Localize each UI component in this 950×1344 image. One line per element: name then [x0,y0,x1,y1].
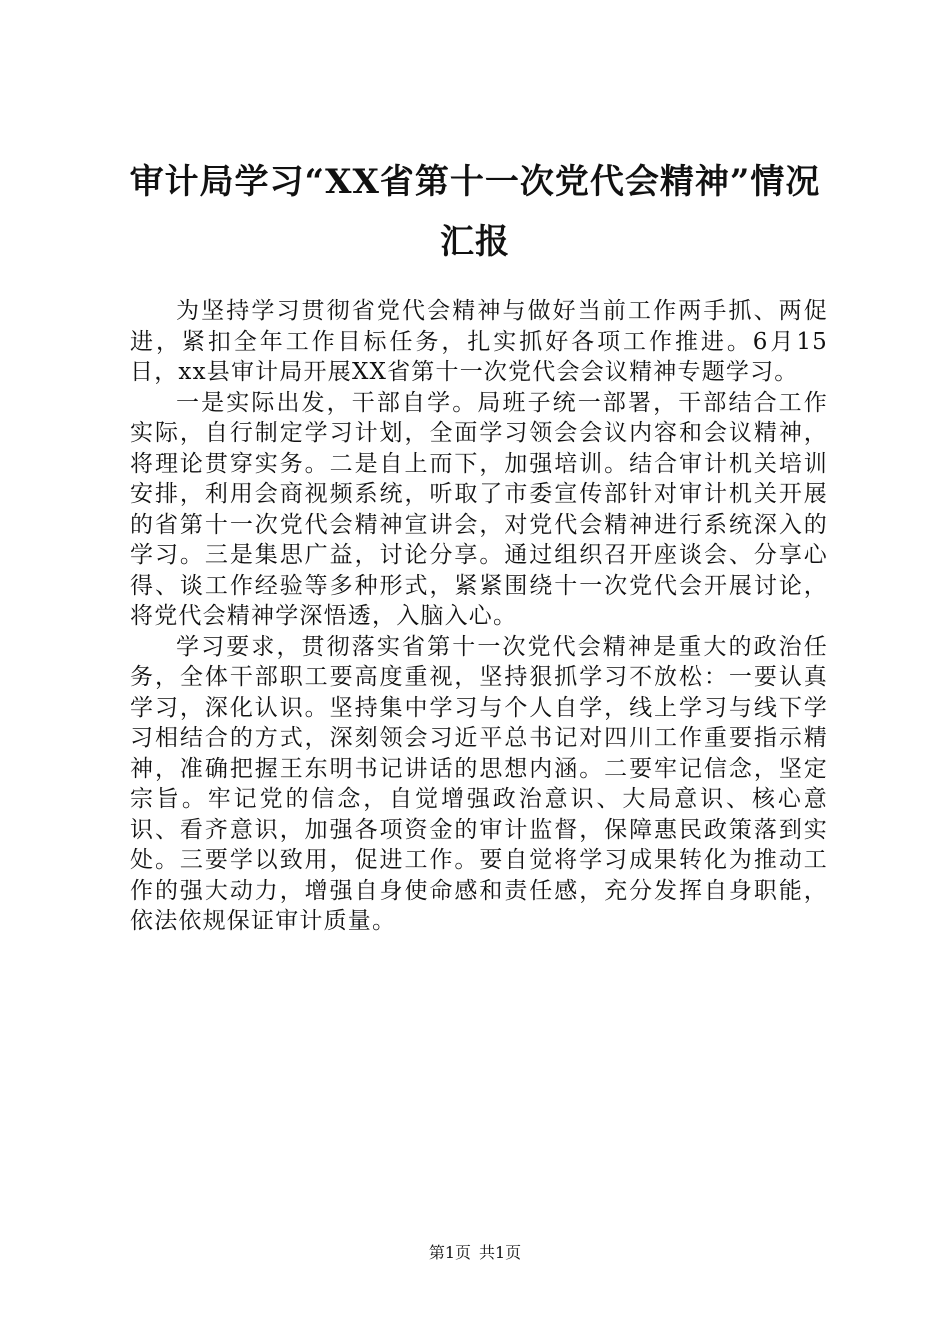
document-body [130,296,828,937]
document-title: 审计局学习“XX省第十一次党代会精神”情况汇报 [129,162,821,262]
paragraph-measures: 一是实际出发，干部自学。局班子统一部署，干部结合工作实际，自行制定学习计划，全面学习领会会议内容和会议精神，将理论贯穿实务。二是自上而下，加强培训。结合审计机关培训安排，利用会商视频系统，听取了市委宣传部针对审计机关开展的省第十一次党代会精神宣讲会，对党代会精神进行系统深入的学习。三是集思广益，讨论分享。通过组织召开座谈会、分享心得、谈工作经验等多种形式，紧紧围绕十一次党代会开展讨论，将党代会精神学深悟透，入脑入心。 [130,389,828,629]
page-number: 第1页 [428,1243,471,1262]
page-total: 共1页 [479,1243,522,1262]
paragraph-intro: 为坚持学习贯彻省党代会精神与做好当前工作两手抓、两促进，紧扣全年工作目标任务，扎实抓好各项工作推进。6月15日，xx县审计局开展XX省第十一次党代会会议精神专题学习。 [130,298,828,385]
paragraph-requirements: 学习要求，贯彻落实省第十一次党代会精神是重大的政治任务，全体干部职工要高度重视，坚持狠抓学习不放松：一要认真学习，深化认识。坚持集中学习与个人自学，线上学习与线下学习相结合的方式，深刻领会习近平总书记对四川工作重要指示精神，准确把握王东明书记讲话的思想内涵。二要牢记信念，坚定宗旨。牢记党的信念，自觉增强政治意识、大局意识、核心意识、看齐意识，加强各项资金的审计监督，保障惠民政策落到实处。三要学以致用，促进工作。要自觉将学习成果转化为推动工作的强大动力，增强自身使命感和责任感，充分发挥自身职能，依法依规保证审计质量。 [130,633,828,934]
page-footer [0,1243,950,1263]
